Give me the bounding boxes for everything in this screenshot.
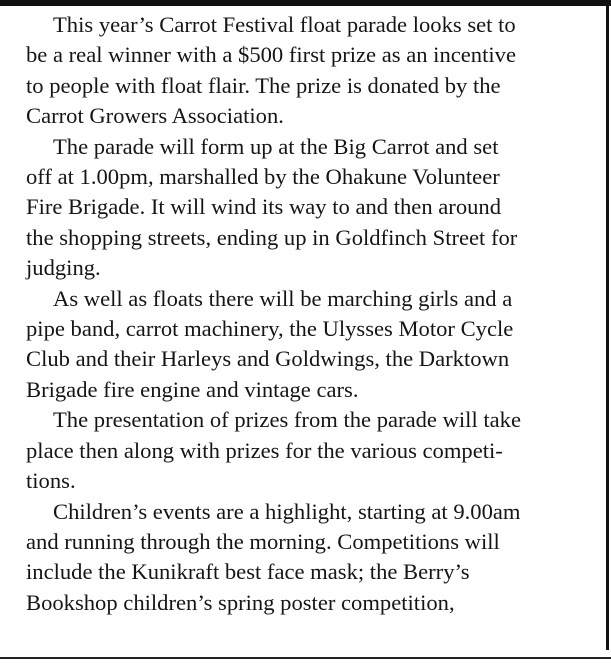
top-border-rule — [0, 0, 611, 6]
article-paragraph-1: This year’s Carrot Festival float parade looks set to be a real winner with a $500 first prize as an incentive to people with float flair. The prize is donated by the Carrot Growers Association. — [26, 12, 516, 129]
article-paragraph-4: The presentation of prizes from the parade will take place then along with prizes for the various competi- tions. — [26, 407, 522, 494]
article-paragraph-2: The parade will form up at the Big Carrot and set off at 1.00pm, marshalled by the Ohakune Volunteer Fire Brigade. It will wind its way to and then around the shopping streets, ending up in Goldfinch Street for judging. — [26, 133, 518, 281]
right-border-rule — [606, 0, 609, 650]
article-paragraph-3: As well as floats there will be marching girls and a pipe band, carrot machinery, the Ulysses Motor Cycle Club and their Harleys and Goldwings, the Darktown Brigade fire engine and vintage cars. — [26, 285, 514, 402]
article-paragraph-5: Children’s events are a highlight, starting at 9.00am and running through the morning. Competitions will include the Kunikraft best face mask; the Berry’s Bookshop children’s spring poster competition, — [26, 498, 521, 615]
bottom-border-rule — [0, 657, 611, 659]
article-body — [26, 10, 598, 618]
